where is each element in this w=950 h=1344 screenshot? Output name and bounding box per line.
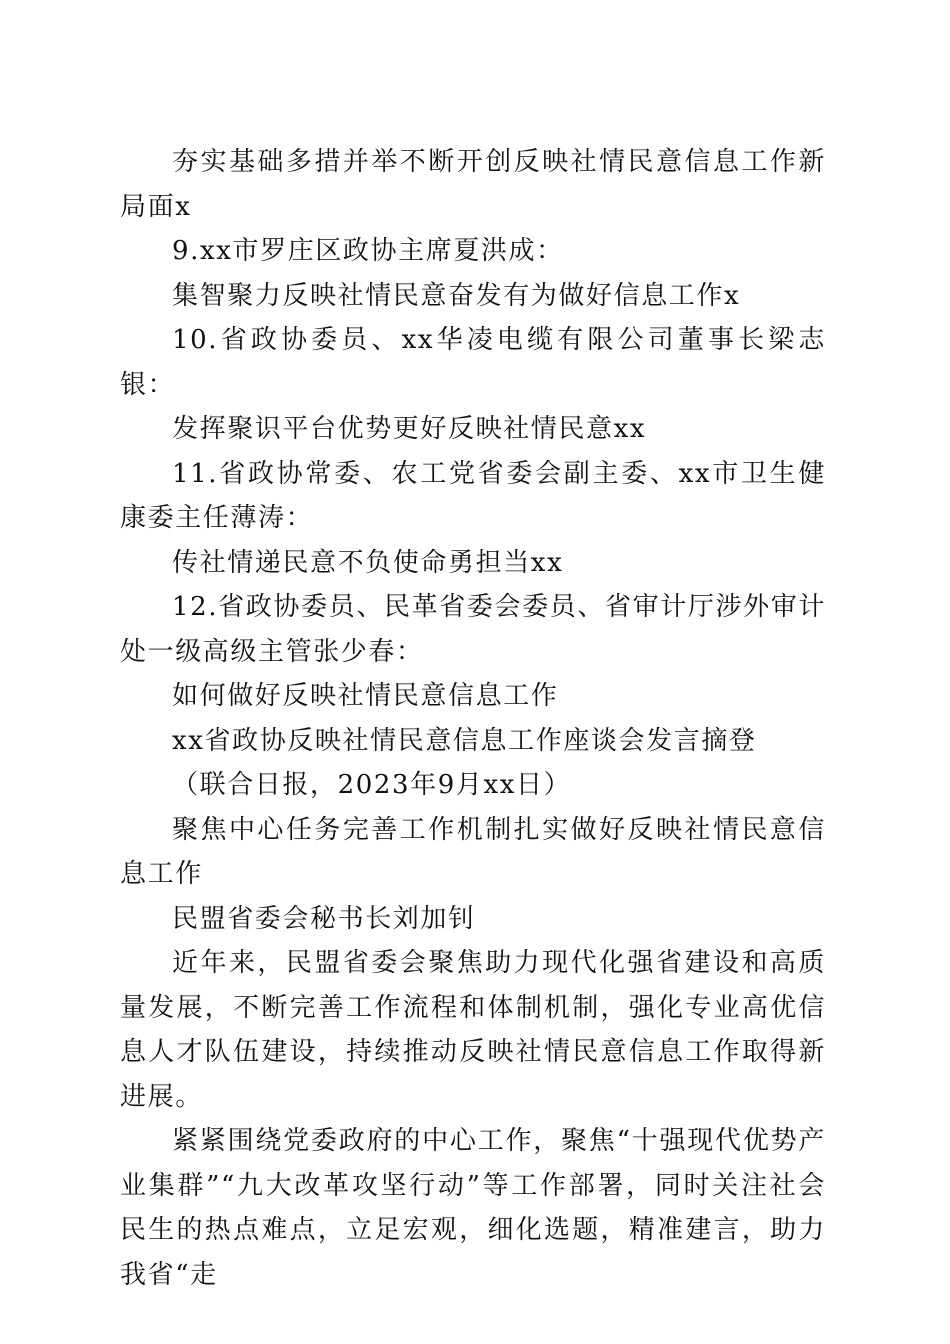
paragraph-heading-1: 夯实基础多措并举不断开创反映社情民意信息工作新局面x <box>120 147 826 222</box>
paragraph-item-9: 9.xx市罗庄区政协主席夏洪成： <box>172 236 564 266</box>
paragraph-section-title: xx省政协反映社情民意信息工作座谈会发言摘登 <box>172 725 757 756</box>
document-body <box>120 140 826 1297</box>
paragraph-title-9: 集智聚力反映社情民意奋发有为做好信息工作x <box>172 280 741 311</box>
paragraph-item-10: 10.省政协委员、xx华凌电缆有限公司董事长梁志银： <box>120 325 826 400</box>
paragraph-article-title: 聚焦中心任务完善工作机制扎实做好反映社情民意信息工作 <box>120 814 826 889</box>
paragraph-item-12: 12.省政协委员、民革省委会委员、省审计厅涉外审计处一级高级主管张少春： <box>120 592 826 667</box>
paragraph-title-12: 如何做好反映社情民意信息工作 <box>172 681 559 711</box>
paragraph-body-2: 紧紧围绕党委政府的中心工作，聚焦“十强现代优势产业集群”“九大改革攻坚行动”等工作部署，同时关注社会民生的热点难点，立足宏观，细化选题，精准建言，助力我省“走 <box>120 1126 826 1290</box>
paragraph-item-11: 11.省政协常委、农工党省委会副主委、xx市卫生健康委主任薄涛： <box>120 458 826 533</box>
paragraph-title-11: 传社情递民意不负使命勇担当xx <box>172 547 564 578</box>
paragraph-author: 民盟省委会秘书长刘加钊 <box>172 903 476 934</box>
paragraph-source: （联合日报，2023年9月xx日） <box>172 770 572 800</box>
paragraph-body-1: 近年来，民盟省委会聚焦助力现代化强省建设和高质量发展，不断完善工作流程和体制机制，强化专业高优信息人才队伍建设，持续推动反映社情民意信息工作取得新进展。 <box>120 948 826 1112</box>
paragraph-title-10: 发挥聚识平台优势更好反映社情民意xx <box>172 414 647 444</box>
